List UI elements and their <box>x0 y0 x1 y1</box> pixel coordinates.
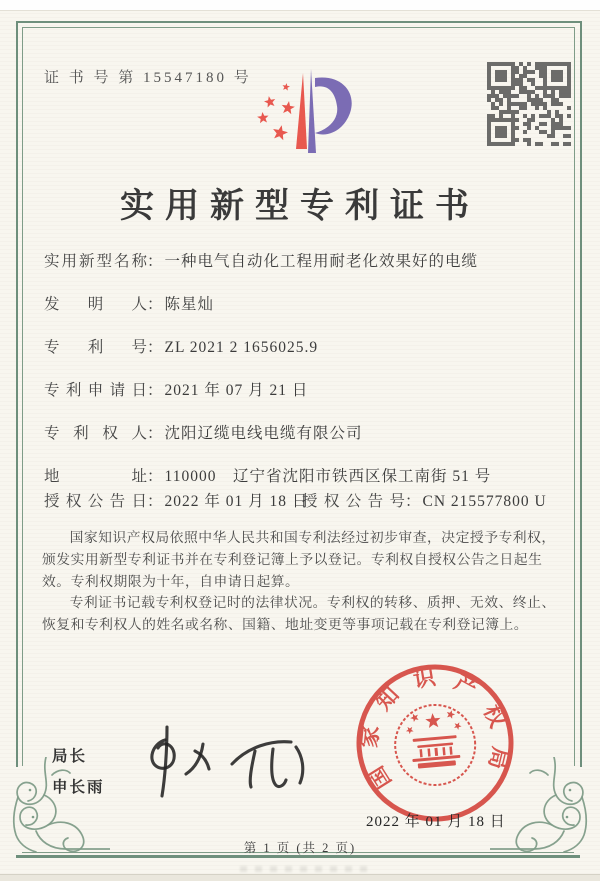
certificate-number: 证 书 号 第 15547180 号 <box>44 70 252 86</box>
field-label: 专利号 <box>44 339 147 356</box>
grant-date-label: 授权公告日 <box>44 493 147 510</box>
field-value: 2021 年 07 月 21 日 <box>164 382 309 399</box>
logo-p-bowl <box>315 77 352 134</box>
seal-date: 2022 年 01 月 18 日 <box>366 814 506 830</box>
field-value: ZL 2021 2 1656025.9 <box>164 339 319 356</box>
grant-no-value: CN 215577800 U <box>422 493 547 510</box>
field-colon: ： <box>147 468 163 485</box>
scan-edge-top <box>0 0 600 11</box>
grant-no-group <box>302 490 547 514</box>
logo-red-wedge <box>296 73 307 149</box>
field-row-patentee <box>44 422 564 465</box>
legal-text <box>42 527 558 636</box>
director-block <box>52 744 105 806</box>
grant-row <box>44 490 564 514</box>
field-value: 110000 辽宁省沈阳市铁西区保工南街 51 号 <box>164 468 492 485</box>
field-colon: ： <box>147 425 163 442</box>
page-footer: 第 1 页 (共 2 页) <box>243 841 357 855</box>
field-row-patent-no <box>44 336 564 379</box>
field-list <box>44 250 564 508</box>
field-row-name <box>44 250 564 293</box>
field-colon: ： <box>147 253 163 270</box>
field-label: 专利申请日 <box>44 382 147 399</box>
field-label: 专利权人 <box>44 425 147 442</box>
grant-date-value: 2022 年 01 月 18 日 <box>164 493 309 510</box>
grant-date-group <box>44 493 308 510</box>
field-label: 发明人 <box>44 296 147 313</box>
field-value: 陈星灿 <box>164 296 215 313</box>
qr-code <box>487 62 571 146</box>
official-seal <box>345 653 525 833</box>
field-colon: ： <box>147 339 163 356</box>
field-value: 一种电气自动化工程用耐老化效果好的电缆 <box>164 253 479 270</box>
logo-stars <box>257 83 295 140</box>
field-label: 实用新型名称 <box>44 253 147 270</box>
grant-no-label: 授权公告号 <box>302 493 405 510</box>
seal-text: 国家知识产权局 <box>356 664 514 794</box>
field-colon: ： <box>147 382 163 399</box>
national-emblem-icon <box>392 702 479 789</box>
director-title: 局长 <box>52 748 88 765</box>
logo-purple-wedge <box>308 69 316 153</box>
director-name: 申长雨 <box>52 779 105 796</box>
paragraph-1: 国家知识产权局依照中华人民共和国专利法经过初步审查，决定授予专利权，颁发实用新型专利证书并在专利登记簿上予以登记。专利权自授权公告之日起生效。专利权期限为十年，自申请日起算。 <box>42 530 556 589</box>
field-colon: ： <box>147 493 163 510</box>
field-row-inventor <box>44 293 564 336</box>
cnipa-logo-icon <box>236 60 364 166</box>
field-colon: ： <box>405 493 421 510</box>
field-row-filing-date <box>44 379 564 422</box>
page-title: 实用新型专利证书 <box>120 188 480 225</box>
field-colon: ： <box>147 296 163 313</box>
field-label: 地址 <box>44 468 147 485</box>
paragraph-2: 专利证书记载专利权登记时的法律状况。专利权的转移、质押、无效、终止、恢复和专利权人的姓名或名称、国籍、地址变更等事项记载在专利登记簿上。 <box>42 595 556 633</box>
bleed-through-marks <box>240 866 370 872</box>
director-signature <box>135 720 330 810</box>
field-value: 沈阳辽缆电线电缆有限公司 <box>164 425 363 442</box>
